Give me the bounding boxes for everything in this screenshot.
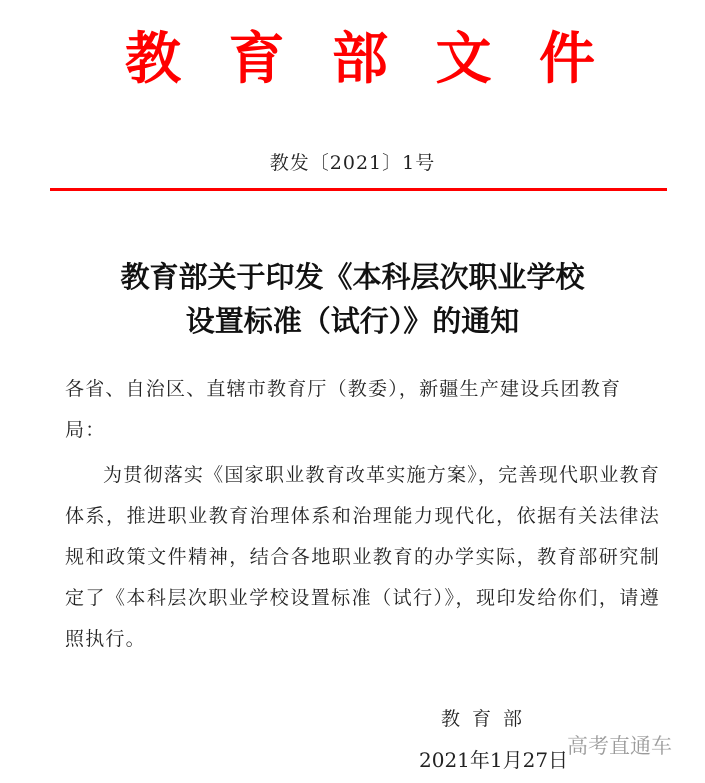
masthead-char: 育 xyxy=(228,27,285,92)
masthead xyxy=(125,24,595,96)
signature-organization: 教育部 xyxy=(441,708,535,730)
body-paragraph: 为贯彻落实《国家职业教育改革实施方案》，完善现代职业教育体系，推进职业教育治理体系和治理能力现代化，依据有关法律法规和政策文件精神，结合各地职业教育的办学实际，教育部研究制定了《本科层次职业学校设置标准（试行）》，现印发给你们，请遵照执行。 xyxy=(65,464,660,650)
masthead-char: 部 xyxy=(332,27,388,92)
red-divider xyxy=(50,188,667,191)
document-title xyxy=(0,255,705,343)
signature-date: 2021年1月27日 xyxy=(419,748,569,772)
masthead-char: 件 xyxy=(539,27,595,92)
masthead-char: 文 xyxy=(435,27,492,92)
title-line-2: 设置标准（试行）》的通知 xyxy=(185,304,520,338)
masthead-char: 教 xyxy=(125,27,181,92)
watermark: 高考直通车 xyxy=(567,734,672,758)
salutation: 各省、自治区、直辖市教育厅（教委），新疆生产建设兵团教育局： xyxy=(65,378,622,441)
title-line-1: 教育部关于印发《本科层次职业学校 xyxy=(120,260,585,294)
document-number: 教发〔2021〕1号 xyxy=(269,152,436,174)
